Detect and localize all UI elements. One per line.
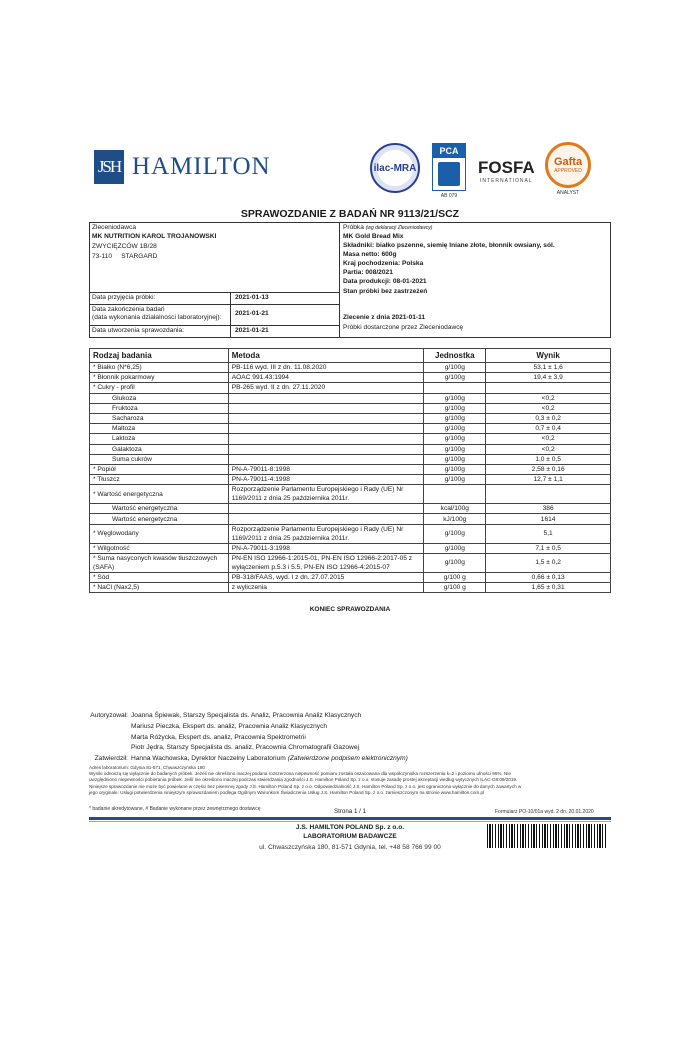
row-test-type: * Sód bbox=[90, 572, 229, 582]
row-result: <0,2 bbox=[486, 403, 611, 413]
sample-label-note: (wg deklaracji Zleceniodawcy) bbox=[365, 225, 433, 231]
date-finished-label-note: (data wykonania działalności laboratoryjnej): bbox=[92, 314, 222, 321]
gafta-analyst: ANALYST bbox=[556, 190, 580, 196]
fine-print-line-4: Niniejsze sprawozdanie nie może być powielane w części bez pisemnej zgody J.S. Hamilton Poland Sp. z o.o. Odpowiedzialność J.S. Hamilton Poland Sp. z o.o. jest ograniczona wyłącznie do danych zawartych w bbox=[89, 783, 522, 789]
fosfa-sub: INTERNATIONAL bbox=[480, 178, 533, 184]
row-test-type: Laktoza bbox=[90, 434, 229, 444]
pca-emblem-icon bbox=[438, 162, 460, 186]
sample-batch: Partia: 008/2021 bbox=[343, 269, 393, 276]
table-row bbox=[90, 572, 611, 582]
authorized-label: Autoryzował: bbox=[90, 712, 128, 719]
row-method bbox=[228, 514, 424, 524]
row-test-type: Wartość energetyczna bbox=[90, 504, 229, 514]
row-unit: g/100g bbox=[424, 464, 486, 474]
date-created-value: 2021-01-21 bbox=[235, 327, 269, 334]
hamilton-logo-mark: JSH bbox=[94, 150, 124, 184]
fine-print-address: Adres laboratorium: Gdynia 81-571, Chwaszczyńska 180 bbox=[89, 765, 205, 770]
row-test-type: Galaktoza bbox=[90, 444, 229, 454]
row-method: z wyliczenia bbox=[228, 583, 424, 593]
row-result: 5,1 bbox=[486, 524, 611, 543]
row-method bbox=[228, 454, 424, 464]
fine-print-line-3: uwzględniono niepewności pobierania próbek. Jeśli nie określono inaczej podczas stwierdzania zgodności J.S. Hamilton Poland Sp. z o.o. stosuje zasadę prostej akceptacji według wytycznych ILAC-G8:09/2019. bbox=[89, 777, 518, 783]
date-created-label: Data utworzenia sprawozdania: bbox=[92, 327, 184, 334]
footer-company: J.S. HAMILTON POLAND Sp. z o.o. bbox=[295, 824, 405, 831]
header-result: Wynik bbox=[486, 349, 611, 363]
row-unit: g/100g bbox=[424, 454, 486, 464]
footer-line bbox=[89, 821, 611, 822]
table-row bbox=[90, 475, 611, 485]
table-row bbox=[90, 363, 611, 373]
authorizer-1: Joanna Śpiewak, Starszy Specjalista ds. Analiz, Pracownia Analiz Klasycznych bbox=[131, 712, 362, 719]
authorization-block bbox=[89, 711, 408, 765]
row-unit bbox=[424, 383, 486, 393]
row-method bbox=[228, 413, 424, 423]
row-test-type: * Błonnik pokarmowy bbox=[90, 373, 229, 383]
row-unit bbox=[424, 485, 486, 504]
table-row bbox=[90, 393, 611, 403]
client-name: MK NUTRITION KAROL TROJANOWSKI bbox=[92, 233, 217, 240]
footer-bar bbox=[89, 817, 611, 820]
row-result bbox=[486, 383, 611, 393]
client-label: Zleceniodawca bbox=[92, 224, 136, 231]
row-unit: g/100g bbox=[424, 444, 486, 454]
row-result: 53,1 ± 1,6 bbox=[486, 363, 611, 373]
row-test-type: * Cukry - profil bbox=[90, 383, 229, 393]
row-result: 0,66 ± 0,13 bbox=[486, 572, 611, 582]
row-test-type: Maltoza bbox=[90, 424, 229, 434]
accreditation-note: * badanie akredytowane, # Badanie wykonane przez zewnętrznego dostawcę bbox=[89, 806, 261, 812]
report-title: SPRAWOZDANIE Z BADAŃ NR 9113/21/SCZ bbox=[240, 208, 460, 220]
row-unit: g/100g bbox=[424, 403, 486, 413]
pca-label: PCA bbox=[433, 144, 465, 158]
row-unit: g/100g bbox=[424, 393, 486, 403]
row-unit: kJ/100g bbox=[424, 514, 486, 524]
client-street: ZWYCIĘZCÓW 1B/28 bbox=[92, 243, 157, 250]
date-received-label: Data przyjęcia próbki: bbox=[92, 294, 156, 301]
row-test-type: Wartość energetyczna bbox=[90, 514, 229, 524]
row-unit: g/100 g bbox=[424, 572, 486, 582]
row-method bbox=[228, 504, 424, 514]
row-test-type: * Białko (N*6,25) bbox=[90, 363, 229, 373]
row-unit: g/100g bbox=[424, 524, 486, 543]
row-result: 1,0 ± 0,5 bbox=[486, 454, 611, 464]
row-result: <0,2 bbox=[486, 434, 611, 444]
fosfa-logo bbox=[478, 158, 535, 184]
row-result: 0,7 ± 0,4 bbox=[486, 424, 611, 434]
row-method bbox=[228, 403, 424, 413]
end-of-report: KONIEC SPRAWOZDANIA bbox=[309, 606, 391, 613]
row-test-type: Fruktoza bbox=[90, 403, 229, 413]
row-result: 386 bbox=[486, 504, 611, 514]
sample-delivered: Próbki dostarczone przez Zleceniodawcę bbox=[343, 324, 464, 331]
table-row bbox=[90, 524, 611, 543]
results-header-row bbox=[90, 349, 611, 363]
fine-print-line-5: jego oryginale. Usługi potwierdzenia niniejszym sprawozdaniem podlega Ogólnym Warunkom Świadczenia Usług J.S. Hamilton Poland Sp. z o.o. zamieszczonym na stronie www.hamilton.com.pl bbox=[89, 789, 485, 795]
row-result: 19,4 ± 3,9 bbox=[486, 373, 611, 383]
sample-origin: Kraj pochodzenia: Polska bbox=[343, 260, 424, 267]
row-unit: g/100g bbox=[424, 475, 486, 485]
table-row bbox=[90, 403, 611, 413]
row-result: 0,3 ± 0,2 bbox=[486, 413, 611, 423]
fine-print-line-2: Wyniki odnoszą się wyłącznie do badanych próbek. Jeżeli nie określono inaczej podana rozszerzona niepewność pomiaru została oszacowana dla współczynnika rozszerzenia k=2 i poziomu ufności 95%. Nie bbox=[89, 771, 511, 777]
gafta-logo bbox=[545, 142, 591, 196]
client-city: 73-110 STARGARD bbox=[92, 253, 158, 260]
date-finished-value: 2021-01-21 bbox=[235, 310, 269, 317]
table-row bbox=[90, 413, 611, 423]
ilac-mra-logo bbox=[370, 143, 420, 193]
sample-label: Próbka bbox=[343, 224, 364, 231]
sample-state: Stan próbki bez zastrzeżeń bbox=[343, 288, 428, 295]
authorizer-3: Marta Różycka, Ekspert ds. analiz, Pracownia Spektrometrii bbox=[131, 733, 306, 741]
gafta-label: Gafta bbox=[553, 156, 583, 168]
row-method: PB-318/FAAS, wyd. I z dn. 27.07.2015 bbox=[228, 572, 424, 582]
row-test-type: * Wartość energetyczna bbox=[90, 485, 229, 504]
row-unit: g/100 g bbox=[424, 583, 486, 593]
row-unit: g/100g bbox=[424, 424, 486, 434]
hamilton-logo-text: HAMILTON bbox=[132, 153, 271, 180]
sample-mass: Masa netto: 600g bbox=[343, 251, 397, 258]
row-result bbox=[486, 485, 611, 504]
row-method bbox=[228, 434, 424, 444]
row-unit: g/100g bbox=[424, 413, 486, 423]
row-method: PB-265 wyd. II z dn. 27.11.2020 bbox=[228, 383, 424, 393]
pca-logo bbox=[432, 143, 466, 199]
header-method: Metoda bbox=[228, 349, 424, 363]
footer-lab: LABORATORIUM BADAWCZE bbox=[303, 833, 397, 840]
row-result: 1,5 ± 0,2 bbox=[486, 553, 611, 572]
table-row bbox=[90, 543, 611, 553]
table-row bbox=[90, 444, 611, 454]
row-unit: g/100g bbox=[424, 543, 486, 553]
row-test-type: * Popiół bbox=[90, 464, 229, 474]
table-row bbox=[90, 373, 611, 383]
table-row bbox=[90, 514, 611, 524]
row-method: PN-A-79011-8:1998 bbox=[228, 464, 424, 474]
row-method: PB-116 wyd. III z dn. 11.08.2020 bbox=[228, 363, 424, 373]
row-test-type: * Tłuszcz bbox=[90, 475, 229, 485]
fosfa-label: FOSFA bbox=[478, 158, 535, 177]
authorizer-4: Piotr Jędra, Starszy Specjalista ds. analiz, Pracownia Chromatografii Gazowej bbox=[131, 744, 359, 752]
table-row bbox=[90, 583, 611, 593]
row-unit: kcal/100g bbox=[424, 504, 486, 514]
row-method: Rozporządzenie Parlamentu Europejskiego i Rady (UE) Nr 1169/2011 z dnia 25 października 2011r. bbox=[228, 485, 424, 504]
pca-number: AB 079 bbox=[440, 193, 458, 199]
authorizer-2: Mariusz Pieczka, Ekspert ds. analiz, Pracownia Analiz Klasycznych bbox=[131, 722, 328, 730]
row-test-type: Glukoza bbox=[90, 393, 229, 403]
row-result: 1614 bbox=[486, 514, 611, 524]
sample-ingredients: Składniki: białko pszenne, siemię lniane złote, błonnik owsiany, sól. bbox=[343, 242, 555, 249]
row-result: 12,7 ± 1,1 bbox=[486, 475, 611, 485]
table-row bbox=[90, 434, 611, 444]
table-row bbox=[90, 504, 611, 514]
barcode-icon bbox=[487, 824, 608, 848]
row-result: 2,58 ± 0,16 bbox=[486, 464, 611, 474]
date-finished-label: Data zakończenia badań bbox=[92, 306, 165, 313]
results-table bbox=[89, 348, 611, 593]
row-method bbox=[228, 424, 424, 434]
sample-production-date: Data produkcji: 08-01-2021 bbox=[343, 278, 427, 285]
row-method bbox=[228, 444, 424, 454]
row-method: AOAC 991.43:1994 bbox=[228, 373, 424, 383]
fine-print bbox=[89, 765, 611, 796]
table-row bbox=[90, 424, 611, 434]
info-box bbox=[89, 222, 611, 338]
table-row bbox=[90, 464, 611, 474]
ilac-mra-label: ilac-MRA bbox=[373, 162, 417, 174]
row-method: PN-A-79011-4:1998 bbox=[228, 475, 424, 485]
row-unit: g/100g bbox=[424, 553, 486, 572]
row-unit: g/100g bbox=[424, 434, 486, 444]
row-test-type: * NaCl (Nax2,5) bbox=[90, 583, 229, 593]
table-row bbox=[90, 383, 611, 393]
row-test-type: Suma cukrów bbox=[90, 454, 229, 464]
approved-label: Zatwierdził: bbox=[94, 755, 128, 763]
row-method: PN-EN ISO 12966-1:2015-01, PN-EN ISO 12966-2:2017-05 z wyłączeniem p.5.3 i 5.5, PN-EN ISO 12966-4:2015-07 bbox=[228, 553, 424, 572]
sample-name: MK Gold Bread Mix bbox=[343, 233, 404, 240]
header-unit: Jednostka bbox=[424, 349, 486, 363]
approver: Hanna Wachowska, Dyrektor Naczelny Laboratorium bbox=[131, 755, 286, 763]
row-result: <0,2 bbox=[486, 393, 611, 403]
approver-note: (Zatwierdzone podpisem elektronicznym) bbox=[287, 755, 408, 763]
row-test-type: Sacharoza bbox=[90, 413, 229, 423]
row-unit: g/100g bbox=[424, 373, 486, 383]
footer-address: ul. Chwaszczyńska 180, 81-571 Gdynia, tel. +48 58 766 99 00 bbox=[259, 844, 441, 851]
row-test-type: * Wilgotność bbox=[90, 543, 229, 553]
row-method: Rozporządzenie Parlamentu Europejskiego i Rady (UE) Nr 1169/2011 z dnia 25 października 2011r. bbox=[228, 524, 424, 543]
gafta-approved: APPROVED bbox=[554, 168, 582, 174]
row-result: <0,2 bbox=[486, 444, 611, 454]
hamilton-logo bbox=[94, 150, 271, 184]
table-row bbox=[90, 485, 611, 504]
table-row bbox=[90, 454, 611, 464]
row-test-type: * Suma nasyconych kwasów tłuszczowych (SAFA) bbox=[90, 553, 229, 572]
date-received-value: 2021-01-13 bbox=[235, 294, 269, 301]
row-result: 7,1 ± 0,5 bbox=[486, 543, 611, 553]
header-test-type: Rodzaj badania bbox=[90, 349, 229, 363]
row-method bbox=[228, 393, 424, 403]
row-method: PN-A-79011-3:1998 bbox=[228, 543, 424, 553]
table-row bbox=[90, 553, 611, 572]
row-result: 1,65 ± 0,31 bbox=[486, 583, 611, 593]
page-number: Strona 1 / 1 bbox=[334, 808, 366, 815]
row-test-type: * Węglowodany bbox=[90, 524, 229, 543]
form-number: Formularz PO-10/01a wyd. 2 dn. 20.01.2020 bbox=[495, 809, 594, 815]
order-date: Zlecenie z dnia 2021-01-11 bbox=[343, 314, 426, 321]
row-unit: g/100g bbox=[424, 363, 486, 373]
